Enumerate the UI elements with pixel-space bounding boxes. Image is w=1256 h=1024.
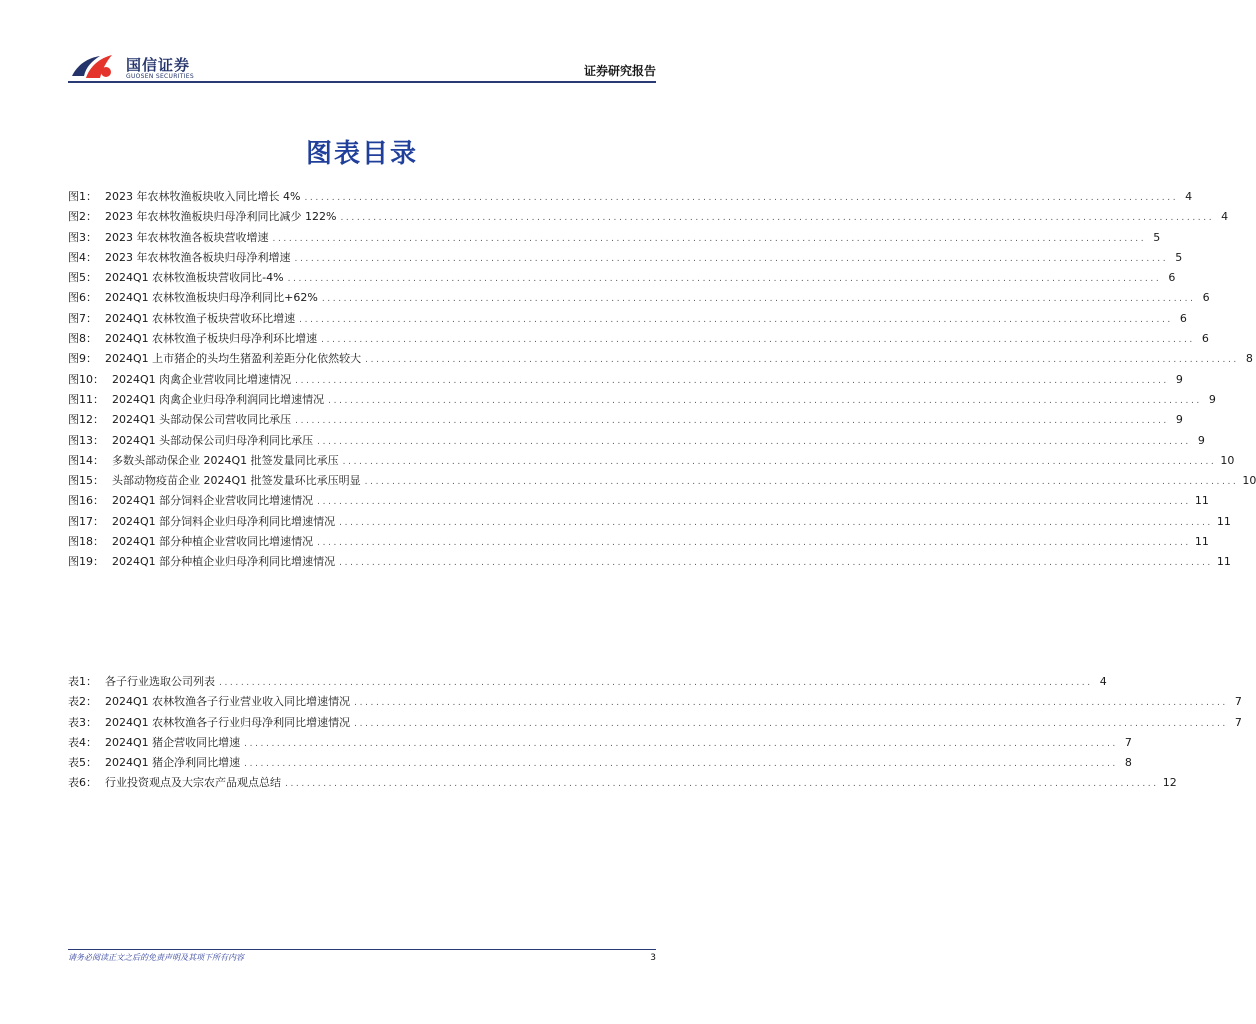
toc-entry-title: 2024Q1 农林牧渔板块归母净利同比+62% [105,291,318,305]
toc-entry-title: 2024Q1 上市猪企的头均生猪盈利差距分化依然较大 [105,352,362,366]
toc-entry[interactable] [68,229,1161,249]
toc-entry-title: 2024Q1 部分饲料企业归母净利同比增速情况 [112,514,336,528]
header-divider [68,81,656,83]
toc-leader-dots: ................................................................................................................................................................ [244,759,1118,770]
toc-entry[interactable] [68,289,1210,309]
toc-entry-page: 11 [1194,494,1209,508]
toc-entry-label: 图4： [68,250,97,264]
toc-entry-label: 图14： [68,453,104,467]
toc-entry-page: 9 [1208,392,1216,406]
toc-entry-page: 11 [1194,535,1209,549]
toc-entry[interactable] [68,513,1231,533]
toc-entry-title: 2024Q1 肉禽企业营收同比增速情况 [112,372,292,386]
toc-entry-title: 2024Q1 农林牧渔子板块归母净利环比增速 [105,332,318,346]
toc-leader-dots: ................................................................................................................................................................ [354,718,1228,729]
toc-entry[interactable] [68,472,1256,492]
toc-entry-page: 6 [1168,271,1176,285]
toc-leader-dots: ................................................................................................................................................................ [328,395,1202,406]
toc-entry-label: 图18： [68,535,104,549]
toc-entry-page: 5 [1153,230,1161,244]
toc-entry-page: 7 [1234,715,1242,729]
toc-entry-page: 6 [1179,311,1187,325]
toc-entry[interactable] [68,553,1231,573]
toc-entry-label: 图8： [68,332,97,346]
toc-entry-label: 图7： [68,311,97,325]
disclaimer-note: 请务必阅读正文之后的免责声明及其项下所有内容 [68,953,244,962]
toc-entry-label: 表1： [68,675,97,688]
toc-entry-label: 表4： [68,735,97,749]
toc-leader-dots: ................................................................................................................................................................ [365,355,1239,366]
toc-leader-dots: ................................................................................................................................................................ [272,233,1147,244]
toc-entry-page: 4 [1185,190,1193,203]
toc-entry-label: 图17： [68,514,104,528]
toc-entry-page: 7 [1124,735,1132,749]
toc-entry-page: 10 [1220,453,1235,467]
toc-leader-dots: ................................................................................................................................................................ [317,436,1191,447]
toc-leader-dots: ................................................................................................................................................................ [287,274,1162,285]
logo-name-en: GUOSEN SECURITIES [126,73,195,80]
toc-entry-label: 图1： [68,190,97,203]
toc-entry[interactable] [68,269,1176,289]
guosen-logo-icon [70,52,114,82]
toc-entry-label: 图10： [68,372,104,386]
toc-leader-dots: ................................................................................................................................................................ [321,294,1196,305]
toc-entry-title: 头部动物疫苗企业 2024Q1 批签发量环比承压明显 [112,474,361,488]
logo-name-cn: 国信证券 [126,56,191,74]
toc-leader-dots: ................................................................................................................................................................ [285,779,1159,790]
toc-entry-label: 图13： [68,433,104,447]
toc-entry-label: 图6： [68,291,97,305]
figure-list [68,188,1256,574]
toc-entry-title: 2023 年农林牧渔各板块归母净利增速 [105,250,291,264]
toc-entry[interactable] [68,330,1209,350]
toc-entry-page: 4 [1221,210,1229,224]
toc-entry-title: 2024Q1 农林牧渔各子行业归母净利同比增速情况 [105,715,351,729]
toc-leader-dots: ................................................................................................................................................................ [342,456,1217,467]
toc-leader-dots: ................................................................................................................................................................ [244,738,1118,749]
page-number: 3 [650,953,656,963]
toc-entry-title: 2024Q1 部分种植企业营收同比增速情况 [112,535,314,549]
toc-entry-label: 图16： [68,494,104,508]
toc-entry-title: 2023 年农林牧渔板块归母净利同比减少 122% [105,210,337,224]
toc-leader-dots: ................................................................................................................................................................ [219,678,1093,688]
toc-leader-dots: ................................................................................................................................................................ [295,416,1169,427]
toc-entry-title: 2023 年农林牧渔板块收入同比增长 4% [105,190,301,203]
page-title: 图表目录 [305,139,418,169]
toc-entry-page: 4 [1099,675,1107,688]
toc-leader-dots: ................................................................................................................................................................ [321,335,1195,346]
toc-entry[interactable] [68,188,1193,208]
toc-entry-title: 各子行业选取公司列表 [105,675,215,688]
toc-entry[interactable] [68,350,1253,370]
toc-leader-dots: ................................................................................................................................................................ [354,698,1228,709]
toc-entry-page: 8 [1124,756,1132,770]
toc-entry-title: 2024Q1 部分饲料企业营收同比增速情况 [112,494,314,508]
toc-entry-title: 2024Q1 农林牧渔子板块营收环比增速 [105,311,296,325]
toc-entry-title: 多数头部动保企业 2024Q1 批签发量同比承压 [112,453,339,467]
table-list [68,673,1242,795]
toc-entry[interactable] [68,533,1209,553]
toc-entry[interactable] [68,411,1183,431]
toc-entry-title: 行业投资观点及大宗农产品观点总结 [105,776,281,790]
toc-leader-dots: ................................................................................................................................................................ [339,558,1213,569]
toc-entry-title: 2024Q1 头部动保公司营收同比承压 [112,413,292,427]
toc-entry[interactable] [68,452,1235,472]
toc-entry-label: 图2： [68,210,97,224]
toc-entry-label: 图11： [68,392,104,406]
toc-leader-dots: ................................................................................................................................................................ [294,253,1169,264]
toc-entry-title: 2024Q1 猪企营收同比增速 [105,735,241,749]
toc-entry[interactable] [68,714,1242,734]
toc-leader-dots: ................................................................................................................................................................ [339,517,1213,528]
toc-entry[interactable] [68,754,1132,774]
toc-leader-dots: ................................................................................................................................................................ [295,375,1169,386]
toc-entry-title: 2024Q1 头部动保公司归母净利同比承压 [112,433,314,447]
toc-entry[interactable] [68,673,1107,693]
toc-entry[interactable] [68,432,1205,452]
toc-entry-title: 2024Q1 部分种植企业归母净利同比增速情况 [112,555,336,569]
toc-entry-page: 5 [1175,250,1183,264]
toc-entry-page: 8 [1245,352,1253,366]
toc-entry-page: 9 [1197,433,1205,447]
toc-entry-label: 图3： [68,230,97,244]
toc-entry-title: 2024Q1 农林牧渔各子行业营业收入同比增速情况 [105,695,351,709]
toc-entry[interactable] [68,371,1183,391]
toc-leader-dots: ................................................................................................................................................................ [364,477,1239,488]
toc-entry-label: 图12： [68,413,104,427]
toc-entry-page: 6 [1201,332,1209,346]
toc-entry-label: 表5： [68,756,97,770]
toc-entry[interactable] [68,734,1132,754]
page-header [68,50,656,84]
toc-entry-page: 11 [1216,514,1231,528]
toc-entry-label: 表2： [68,695,97,709]
toc-entry[interactable] [68,492,1209,512]
toc-entry[interactable] [68,774,1177,794]
toc-entry-page: 9 [1175,372,1183,386]
toc-entry-label: 图19： [68,555,104,569]
toc-entry-title: 2023 年农林牧渔各板块营收增速 [105,230,269,244]
footer-divider [68,949,656,950]
toc-entry[interactable] [68,208,1229,228]
toc-entry-label: 表6： [68,776,97,790]
toc-leader-dots: ................................................................................................................................................................ [299,314,1173,325]
toc-entry-page: 11 [1216,555,1231,569]
toc-entry-page: 6 [1202,291,1210,305]
report-type: 证券研究报告 [583,64,656,78]
toc-entry-page: 9 [1175,413,1183,427]
toc-entry-page: 10 [1242,474,1256,488]
toc-leader-dots: ................................................................................................................................................................ [317,497,1191,508]
toc-entry-page: 7 [1234,695,1242,709]
toc-entry[interactable] [68,310,1187,330]
toc-entry[interactable] [68,693,1242,713]
toc-entry-title: 2024Q1 肉禽企业归母净利润同比增速情况 [112,392,325,406]
toc-entry-label: 图9： [68,352,97,366]
toc-entry-label: 图15： [68,474,104,488]
toc-entry-label: 图5： [68,271,97,285]
toc-entry[interactable] [68,391,1216,411]
toc-leader-dots: ................................................................................................................................................................ [317,538,1191,549]
guosen-logo [68,52,208,84]
toc-entry-label: 表3： [68,715,97,729]
toc-entry-title: 2024Q1 猪企净利同比增速 [105,756,241,770]
toc-entry-page: 12 [1162,776,1177,790]
toc-entry[interactable] [68,249,1183,269]
toc-leader-dots: ................................................................................................................................................................ [304,193,1179,203]
toc-entry-title: 2024Q1 农林牧渔板块营收同比-4% [105,271,284,285]
toc-leader-dots: ................................................................................................................................................................ [340,213,1215,224]
